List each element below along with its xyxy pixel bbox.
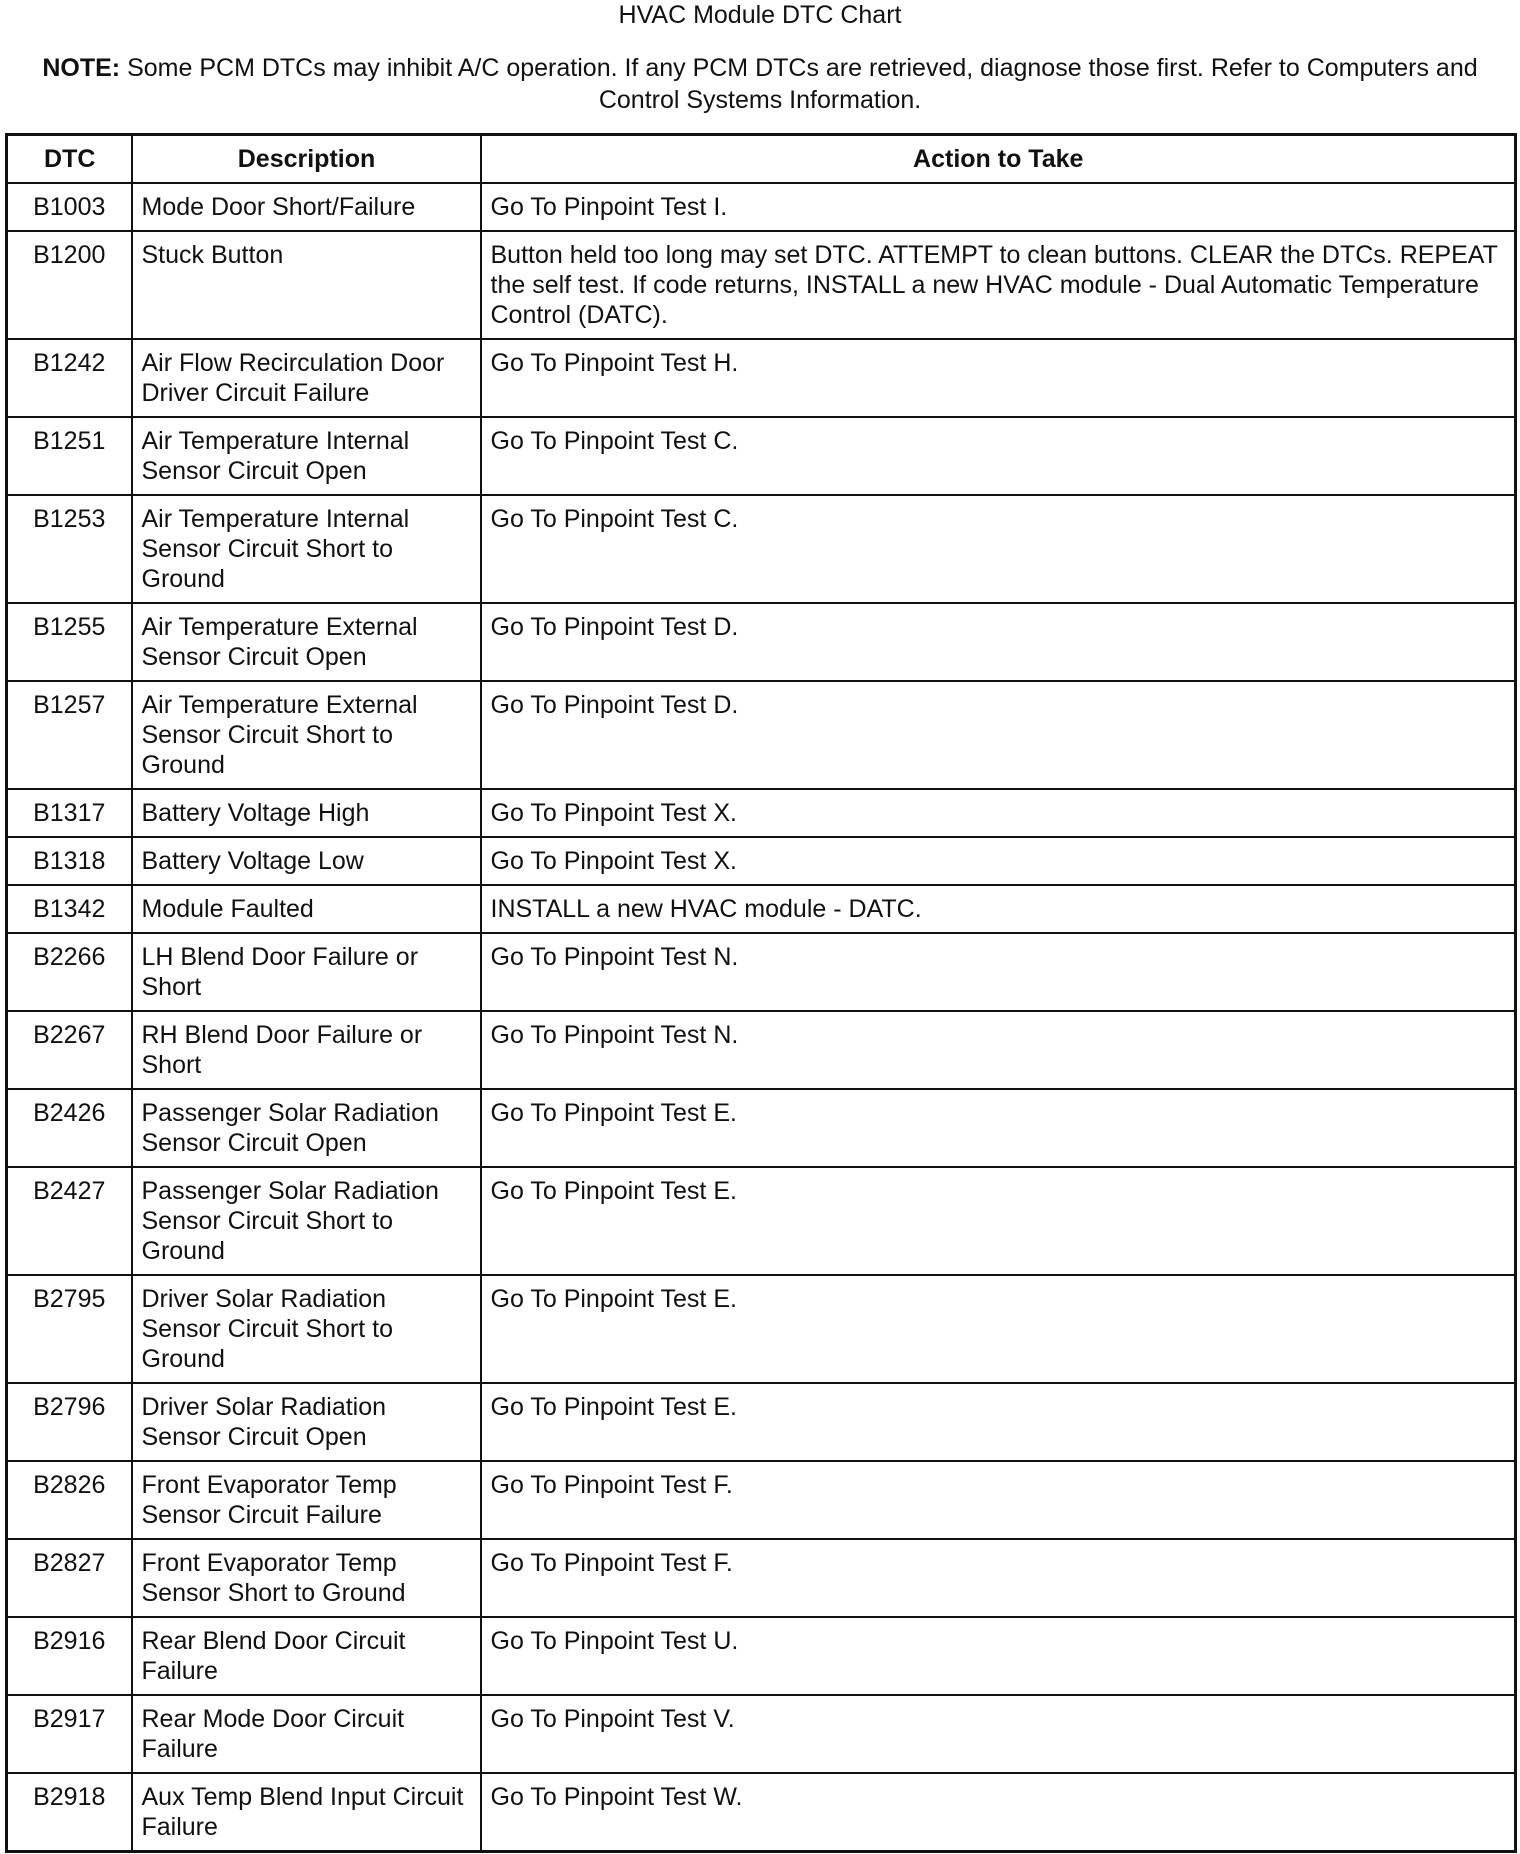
table-body	[7, 183, 1516, 1852]
dtc-code-cell: B2426	[7, 1089, 132, 1167]
description-cell: Air Flow Recirculation Door Driver Circuit Failure	[132, 339, 481, 417]
page-title: HVAC Module DTC Chart	[618, 1, 902, 29]
action-cell: Go To Pinpoint Test H.	[481, 339, 1516, 417]
table-row	[7, 1275, 1516, 1383]
description-cell: Battery Voltage Low	[132, 837, 481, 885]
note-text: Some PCM DTCs may inhibit A/C operation. If any PCM DTCs are retrieved, diagnose those first. Refer to Computers and Control Systems Information.	[120, 54, 1478, 114]
dtc-code-cell: B2917	[7, 1695, 132, 1773]
dtc-code-cell: B2918	[7, 1773, 132, 1852]
description-cell: Front Evaporator Temp Sensor Circuit Failure	[132, 1461, 481, 1539]
action-cell: Go To Pinpoint Test F.	[481, 1461, 1516, 1539]
description-cell: Passenger Solar Radiation Sensor Circuit Open	[132, 1089, 481, 1167]
action-cell: Go To Pinpoint Test X.	[481, 837, 1516, 885]
description-cell: Air Temperature External Sensor Circuit Open	[132, 603, 481, 681]
dtc-code-cell: B1200	[7, 231, 132, 339]
table-header-row	[7, 135, 1516, 184]
action-cell: Button held too long may set DTC. ATTEMPT to clean buttons. CLEAR the DTCs. REPEAT the self test. If code returns, INSTALL a new HVAC module - Dual Automatic Temperature Control (DATC).	[481, 231, 1516, 339]
description-cell: Rear Mode Door Circuit Failure	[132, 1695, 481, 1773]
table-row	[7, 1773, 1516, 1852]
description-cell: Mode Door Short/Failure	[132, 183, 481, 231]
dtc-code-cell: B1251	[7, 417, 132, 495]
action-cell: Go To Pinpoint Test E.	[481, 1275, 1516, 1383]
table-row	[7, 1089, 1516, 1167]
dtc-code-cell: B1253	[7, 495, 132, 603]
table-row	[7, 1011, 1516, 1089]
description-cell: Driver Solar Radiation Sensor Circuit Short to Ground	[132, 1275, 481, 1383]
dtc-code-cell: B2796	[7, 1383, 132, 1461]
action-cell: Go To Pinpoint Test U.	[481, 1617, 1516, 1695]
dtc-code-cell: B2826	[7, 1461, 132, 1539]
action-cell: Go To Pinpoint Test V.	[481, 1695, 1516, 1773]
description-cell: LH Blend Door Failure or Short	[132, 933, 481, 1011]
action-cell: Go To Pinpoint Test E.	[481, 1167, 1516, 1275]
action-cell: Go To Pinpoint Test X.	[481, 789, 1516, 837]
note-label: NOTE:	[42, 54, 121, 82]
description-cell: Rear Blend Door Circuit Failure	[132, 1617, 481, 1695]
table-row	[7, 1617, 1516, 1695]
table-row	[7, 1167, 1516, 1275]
table-row	[7, 183, 1516, 231]
action-cell: Go To Pinpoint Test I.	[481, 183, 1516, 231]
table-row	[7, 603, 1516, 681]
action-cell: Go To Pinpoint Test W.	[481, 1773, 1516, 1852]
table-row	[7, 495, 1516, 603]
description-cell: Stuck Button	[132, 231, 481, 339]
dtc-code-cell: B2916	[7, 1617, 132, 1695]
dtc-code-cell: B2827	[7, 1539, 132, 1617]
action-cell: Go To Pinpoint Test D.	[481, 603, 1516, 681]
note-paragraph	[30, 52, 1490, 116]
dtc-code-cell: B2795	[7, 1275, 132, 1383]
dtc-code-cell: B1003	[7, 183, 132, 231]
dtc-code-cell: B1257	[7, 681, 132, 789]
header-dtc: DTC	[7, 135, 132, 184]
action-cell: Go To Pinpoint Test F.	[481, 1539, 1516, 1617]
description-cell: Driver Solar Radiation Sensor Circuit Open	[132, 1383, 481, 1461]
table-row	[7, 1383, 1516, 1461]
dtc-code-cell: B1317	[7, 789, 132, 837]
action-cell: Go To Pinpoint Test D.	[481, 681, 1516, 789]
dtc-code-cell: B2427	[7, 1167, 132, 1275]
dtc-code-cell: B2267	[7, 1011, 132, 1089]
action-cell: Go To Pinpoint Test E.	[481, 1089, 1516, 1167]
table-row	[7, 1695, 1516, 1773]
table-row	[7, 837, 1516, 885]
table-row	[7, 933, 1516, 1011]
description-cell: Air Temperature Internal Sensor Circuit Short to Ground	[132, 495, 481, 603]
description-cell: Air Temperature Internal Sensor Circuit Open	[132, 417, 481, 495]
header-description: Description	[132, 135, 481, 184]
description-cell: Front Evaporator Temp Sensor Short to Ground	[132, 1539, 481, 1617]
table-row	[7, 339, 1516, 417]
action-cell: Go To Pinpoint Test E.	[481, 1383, 1516, 1461]
description-cell: Battery Voltage High	[132, 789, 481, 837]
action-cell: Go To Pinpoint Test N.	[481, 933, 1516, 1011]
table-row	[7, 1539, 1516, 1617]
dtc-table	[5, 133, 1517, 1853]
action-cell: INSTALL a new HVAC module - DATC.	[481, 885, 1516, 933]
description-cell: Module Faulted	[132, 885, 481, 933]
action-cell: Go To Pinpoint Test C.	[481, 495, 1516, 603]
dtc-code-cell: B1318	[7, 837, 132, 885]
table-row	[7, 681, 1516, 789]
action-cell: Go To Pinpoint Test N.	[481, 1011, 1516, 1089]
description-cell: RH Blend Door Failure or Short	[132, 1011, 481, 1089]
dtc-code-cell: B1255	[7, 603, 132, 681]
table-row	[7, 417, 1516, 495]
table-row	[7, 1461, 1516, 1539]
dtc-code-cell: B1242	[7, 339, 132, 417]
description-cell: Aux Temp Blend Input Circuit Failure	[132, 1773, 481, 1852]
header-action: Action to Take	[481, 135, 1516, 184]
table-row	[7, 885, 1516, 933]
dtc-code-cell: B1342	[7, 885, 132, 933]
table-row	[7, 231, 1516, 339]
table-row	[7, 789, 1516, 837]
dtc-code-cell: B2266	[7, 933, 132, 1011]
action-cell: Go To Pinpoint Test C.	[481, 417, 1516, 495]
description-cell: Passenger Solar Radiation Sensor Circuit Short to Ground	[132, 1167, 481, 1275]
description-cell: Air Temperature External Sensor Circuit Short to Ground	[132, 681, 481, 789]
